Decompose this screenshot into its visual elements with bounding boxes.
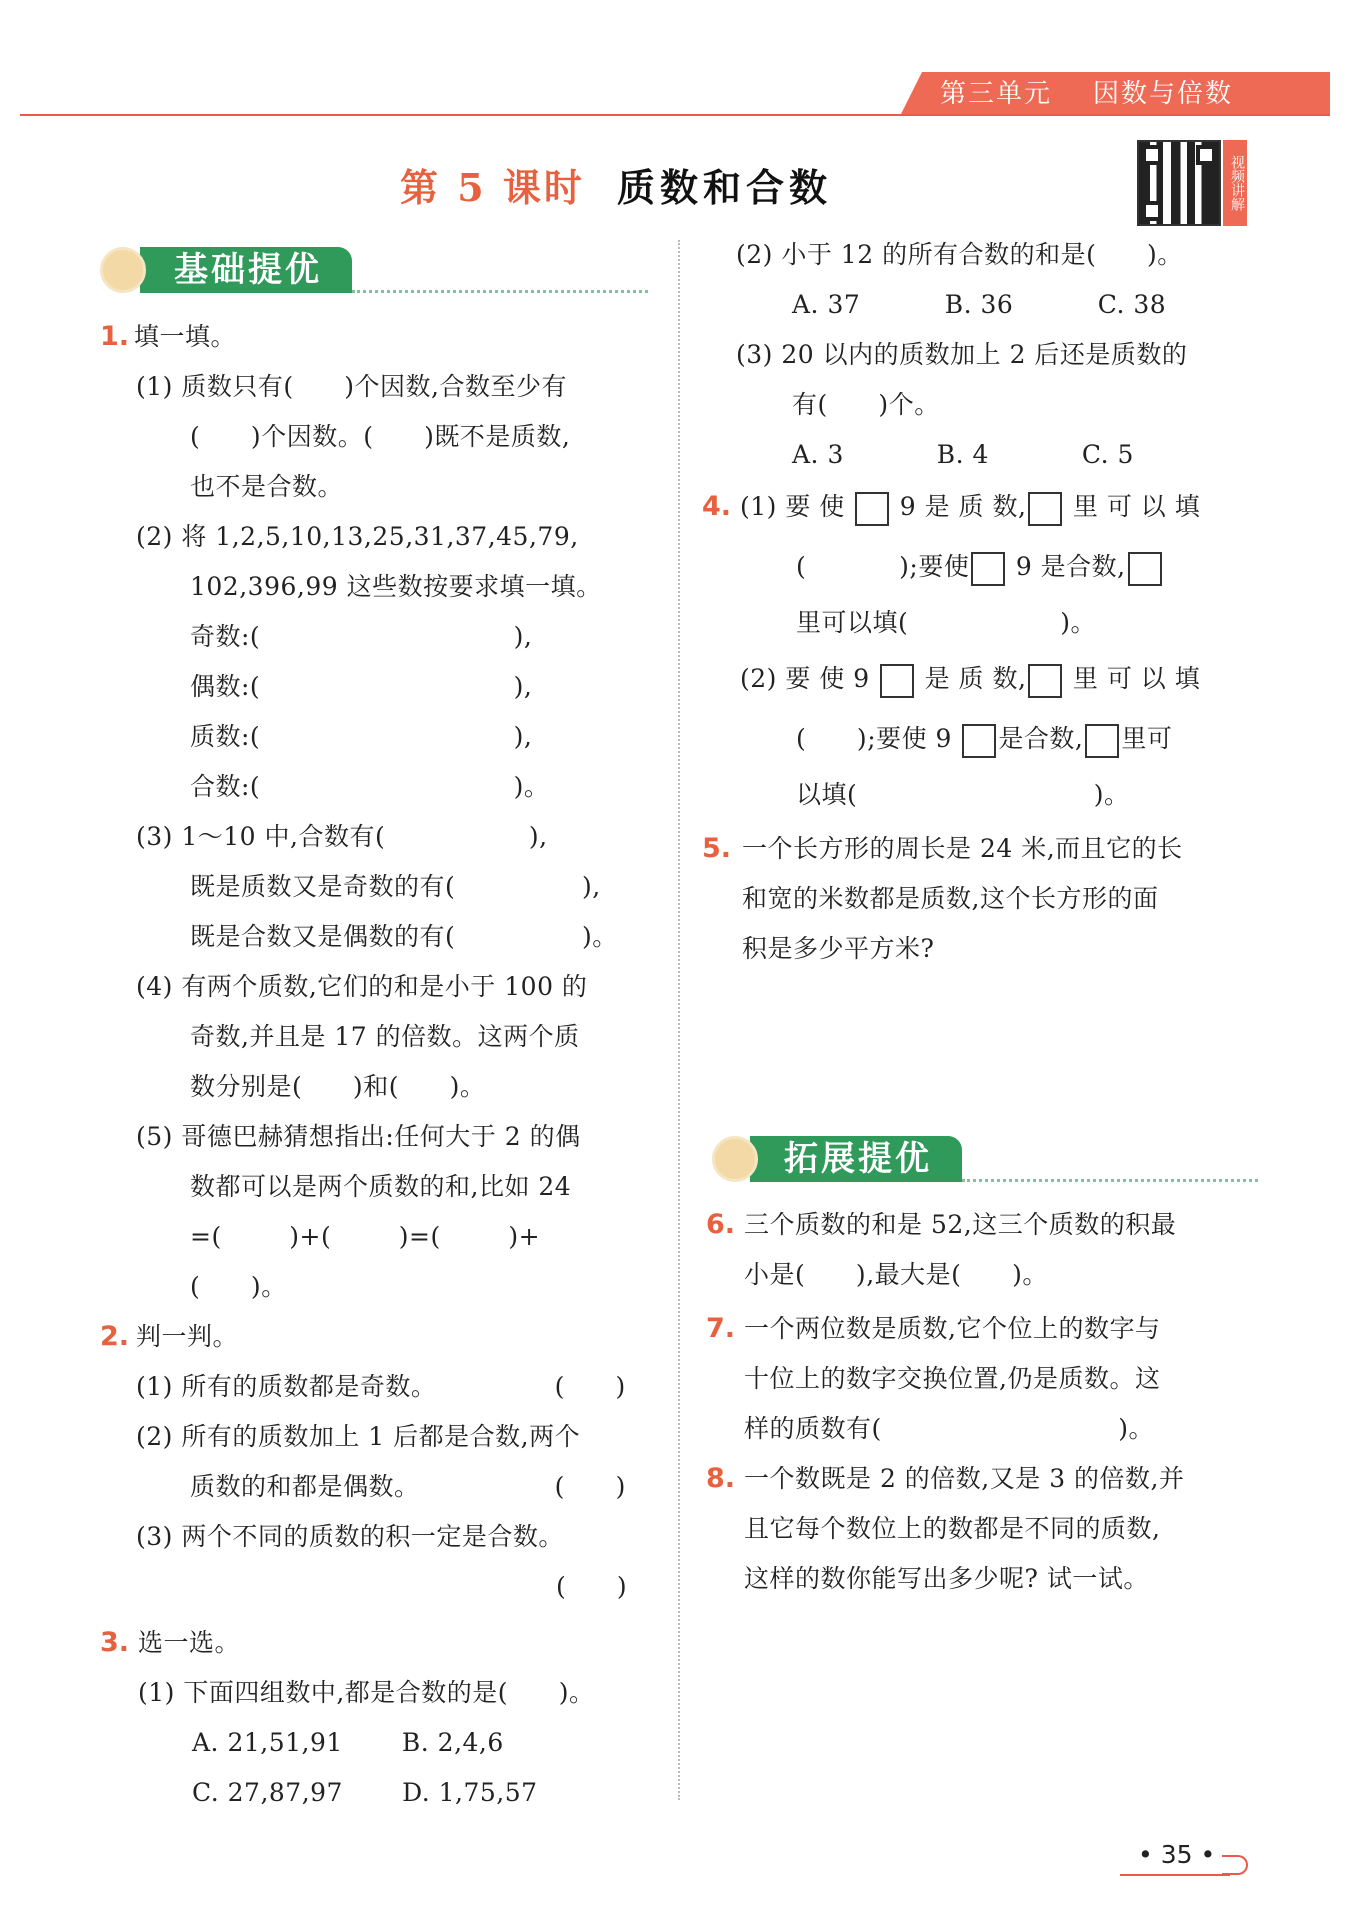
question-text: 一个两位数是质数,它个位上的数字与: [744, 1314, 1161, 1343]
q4-line: [740, 490, 1200, 526]
question-text: (1) 要 使: [740, 492, 845, 521]
question-text: 选一选。: [138, 1628, 241, 1657]
answer-box[interactable]: [971, 552, 1005, 586]
question-number: 4.: [702, 491, 732, 522]
option-row: A. 37 B. 36 C. 38: [792, 290, 1167, 319]
question-text: 9 是合数,: [1015, 552, 1126, 581]
qr-finder-icon: [1142, 145, 1162, 165]
question-text: 以填( )。: [796, 780, 1130, 809]
question-text: (1) 下面四组数中,都是合数的是( )。: [138, 1678, 595, 1707]
question-text: 是 质 数,: [924, 664, 1027, 693]
gear-seedling-icon: [100, 247, 146, 293]
question-text: 奇数,并且是 17 的倍数。这两个质: [190, 1022, 580, 1051]
qr-finder-icon: [1142, 201, 1162, 221]
question-number: 3.: [100, 1627, 130, 1658]
question-text: 里 可 以 填: [1072, 664, 1201, 693]
question-number: 2.: [100, 1321, 130, 1352]
question-text: (1) 所有的质数都是奇数。 ( ): [136, 1372, 626, 1401]
question-text: 既是合数又是偶数的有( )。: [190, 922, 618, 951]
question-number: 6.: [706, 1209, 736, 1240]
option-row: C. 27,87,97 D. 1,75,57: [192, 1778, 538, 1807]
option-row: A. 3 B. 4 C. 5: [792, 440, 1134, 469]
question-text: ( );要使 9: [796, 724, 952, 753]
answer-box[interactable]: [1085, 724, 1119, 758]
question-text: (2) 所有的质数加上 1 后都是合数,两个: [136, 1422, 581, 1451]
question-text: 奇数:( ),: [190, 622, 533, 651]
question-text: 是合数,: [998, 724, 1084, 753]
question-text: (3) 20 以内的质数加上 2 后还是质数的: [736, 340, 1188, 369]
question-text: ( )。: [190, 1272, 287, 1301]
qr-code-icon[interactable]: [1137, 140, 1221, 226]
question-text: (5) 哥德巴赫猜想指出:任何大于 2 的偶: [136, 1122, 581, 1151]
column-divider: [678, 240, 680, 1800]
answer-box[interactable]: [855, 492, 889, 526]
question-text: ( );要使: [796, 552, 970, 581]
question-number: 5.: [702, 833, 732, 864]
q4-line: [796, 722, 1172, 758]
question-text: 一个数既是 2 的倍数,又是 3 的倍数,并: [744, 1464, 1185, 1493]
question-text: 数分别是( )和( )。: [190, 1072, 486, 1101]
question-text: 小是( ),最大是( )。: [744, 1260, 1048, 1289]
question-text: (3) 两个不同的质数的积一定是合数。: [136, 1522, 564, 1551]
question-text: 这样的数你能写出多少呢? 试一试。: [744, 1564, 1149, 1593]
question-text: (2) 小于 12 的所有合数的和是( )。: [736, 240, 1183, 269]
section-extended-header: 拓展提优: [750, 1136, 962, 1182]
trophy-icon: [712, 1136, 758, 1182]
question-text: 样的质数有( )。: [744, 1414, 1155, 1443]
page-number: • 35 •: [1138, 1840, 1216, 1869]
answer-box[interactable]: [880, 664, 914, 698]
question-text: 质数:( ),: [190, 722, 533, 751]
question-text: 有( )个。: [792, 390, 940, 419]
question-text: 数都可以是两个质数的和,比如 24: [190, 1172, 572, 1201]
question-text: =( )+( )=( )+: [190, 1222, 541, 1251]
answer-box[interactable]: [1128, 552, 1162, 586]
video-explain-label: 视频讲解: [1223, 140, 1247, 226]
answer-parens: ( ): [556, 1572, 628, 1601]
question-text: 9 是 质 数,: [899, 492, 1027, 521]
question-text: 也不是合数。: [190, 472, 344, 501]
question-text: ( )个因数。( )既不是质数,: [190, 422, 571, 451]
question-text: 十位上的数字交换位置,仍是质数。这: [744, 1364, 1161, 1393]
unit-label: 第三单元 因数与倍数: [940, 79, 1234, 109]
section-basic-header: 基础提优: [140, 247, 352, 293]
question-text: 积是多少平方米?: [742, 934, 935, 963]
section-divider: [352, 290, 648, 293]
question-number: 8.: [706, 1463, 736, 1494]
answer-box[interactable]: [1028, 492, 1062, 526]
page-curl-icon: [1222, 1855, 1248, 1875]
question-text: 偶数:( ),: [190, 672, 533, 701]
question-text: 质数的和都是偶数。 ( ): [190, 1472, 626, 1501]
qr-finder-icon: [1196, 145, 1216, 165]
q4-line: [740, 662, 1200, 698]
header-rule: [20, 114, 1330, 116]
question-text: (2) 要 使 9: [740, 664, 870, 693]
section-divider: [962, 1179, 1258, 1182]
question-text: 里 可 以 填: [1072, 492, 1201, 521]
lesson-number: 第 5 课时: [400, 165, 585, 210]
question-number: 1.: [100, 321, 130, 352]
question-text: 里可以填( )。: [796, 608, 1097, 637]
question-text: 既是质数又是奇数的有( ),: [190, 872, 601, 901]
question-text: (1) 质数只有( )个因数,合数至少有: [136, 372, 567, 401]
question-text: (4) 有两个质数,它们的和是小于 100 的: [136, 972, 588, 1001]
question-text: (2) 将 1,2,5,10,13,25,31,37,45,79,: [136, 522, 579, 551]
q4-line: [796, 550, 1164, 586]
option-row: A. 21,51,91 B. 2,4,6: [192, 1728, 504, 1757]
footer-rule: [1120, 1874, 1230, 1876]
question-text: 且它每个数位上的数都是不同的质数,: [744, 1514, 1161, 1543]
answer-box[interactable]: [1028, 664, 1062, 698]
question-text: 三个质数的和是 52,这三个质数的积最: [744, 1210, 1177, 1239]
question-text: 里可: [1121, 724, 1173, 753]
question-text: 合数:( )。: [190, 772, 550, 801]
question-text: 和宽的米数都是质数,这个长方形的面: [742, 884, 1159, 913]
lesson-title: 质数和合数: [617, 165, 833, 210]
answer-box[interactable]: [962, 724, 996, 758]
question-text: (3) 1～10 中,合数有( ),: [136, 822, 548, 851]
question-text: 填一填。: [134, 322, 237, 351]
question-text: 102,396,99 这些数按要求填一填。: [190, 572, 602, 601]
question-number: 7.: [706, 1313, 736, 1344]
question-text: 一个长方形的周长是 24 米,而且它的长: [742, 834, 1183, 863]
question-text: 判一判。: [136, 1322, 239, 1351]
